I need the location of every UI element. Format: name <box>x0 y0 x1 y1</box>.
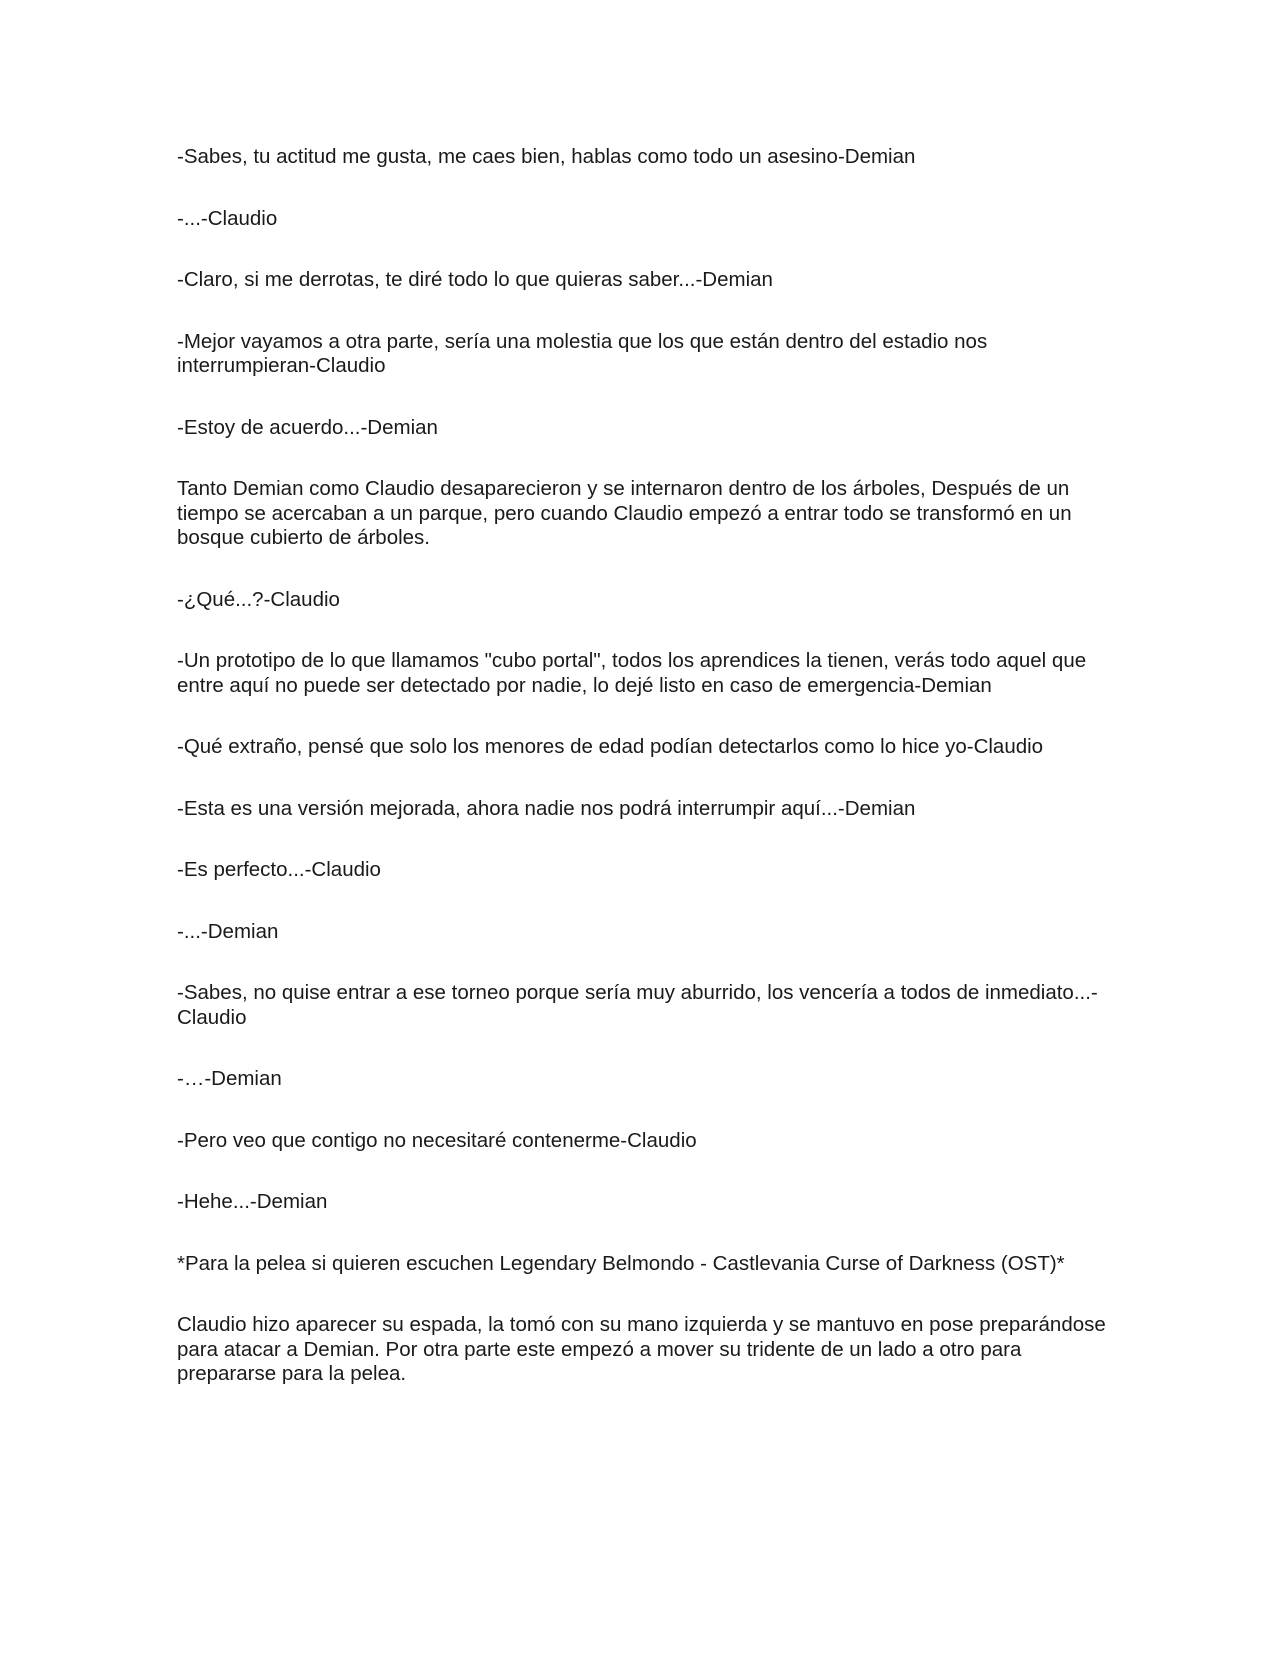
paragraph: -Hehe...-Demian <box>177 1190 328 1213</box>
paragraph: Claudio hizo aparecer su espada, la tomó con su mano izquierda y se mantuvo en pose preparándose para atacar a Demian. Por otra parte este empezó a mover su tridente de un lado a otro para prepararse para la pelea. <box>177 1313 1106 1385</box>
paragraph: -Es perfecto...-Claudio <box>177 858 381 881</box>
paragraph: -Estoy de acuerdo...-Demian <box>177 415 438 439</box>
document-body <box>177 145 1107 1424</box>
paragraph: -Mejor vayamos a otra parte, sería una molestia que los que están dentro del estadio nos interrumpieran-Claudio <box>177 329 988 377</box>
paragraph: -Sabes, tu actitud me gusta, me caes bien, hablas como todo un asesino-Demian <box>177 145 916 168</box>
paragraph: -Esta es una versión mejorada, ahora nadie nos podrá interrumpir aquí...-Demian <box>177 796 916 820</box>
paragraph: -Pero veo que contigo no necesitaré contenerme-Claudio <box>177 1128 697 1152</box>
paragraph: Tanto Demian como Claudio desaparecieron y se internaron dentro de los árboles, Después de un tiempo se acercaban a un parque, pero cuando Claudio empezó a entrar todo se transformó en un bosque cubierto de árboles. <box>177 477 1072 549</box>
paragraph: *Para la pelea si quieren escuchen Legendary Belmondo - Castlevania Curse of Darkness (OST)* <box>177 1251 1065 1275</box>
paragraph: -Sabes, no quise entrar a ese torneo porque sería muy aburrido, los vencería a todos de inmediato...-Claudio <box>177 981 1098 1029</box>
paragraph: -…-Demian <box>177 1067 282 1090</box>
paragraph: -...-Demian <box>177 919 279 943</box>
paragraph: -¿Qué...?-Claudio <box>177 587 340 611</box>
paragraph: -Claro, si me derrotas, te diré todo lo que quieras saber...-Demian <box>177 268 773 291</box>
paragraph: -...-Claudio <box>177 206 278 230</box>
paragraph: -Qué extraño, pensé que solo los menores de edad podían detectarlos como lo hice yo-Claudio <box>177 735 1044 758</box>
paragraph: -Un prototipo de lo que llamamos "cubo portal", todos los aprendices la tienen, verás todo aquel que entre aquí no puede ser detectado por nadie, lo dejé listo en caso de emergencia-Demian <box>177 649 1087 697</box>
